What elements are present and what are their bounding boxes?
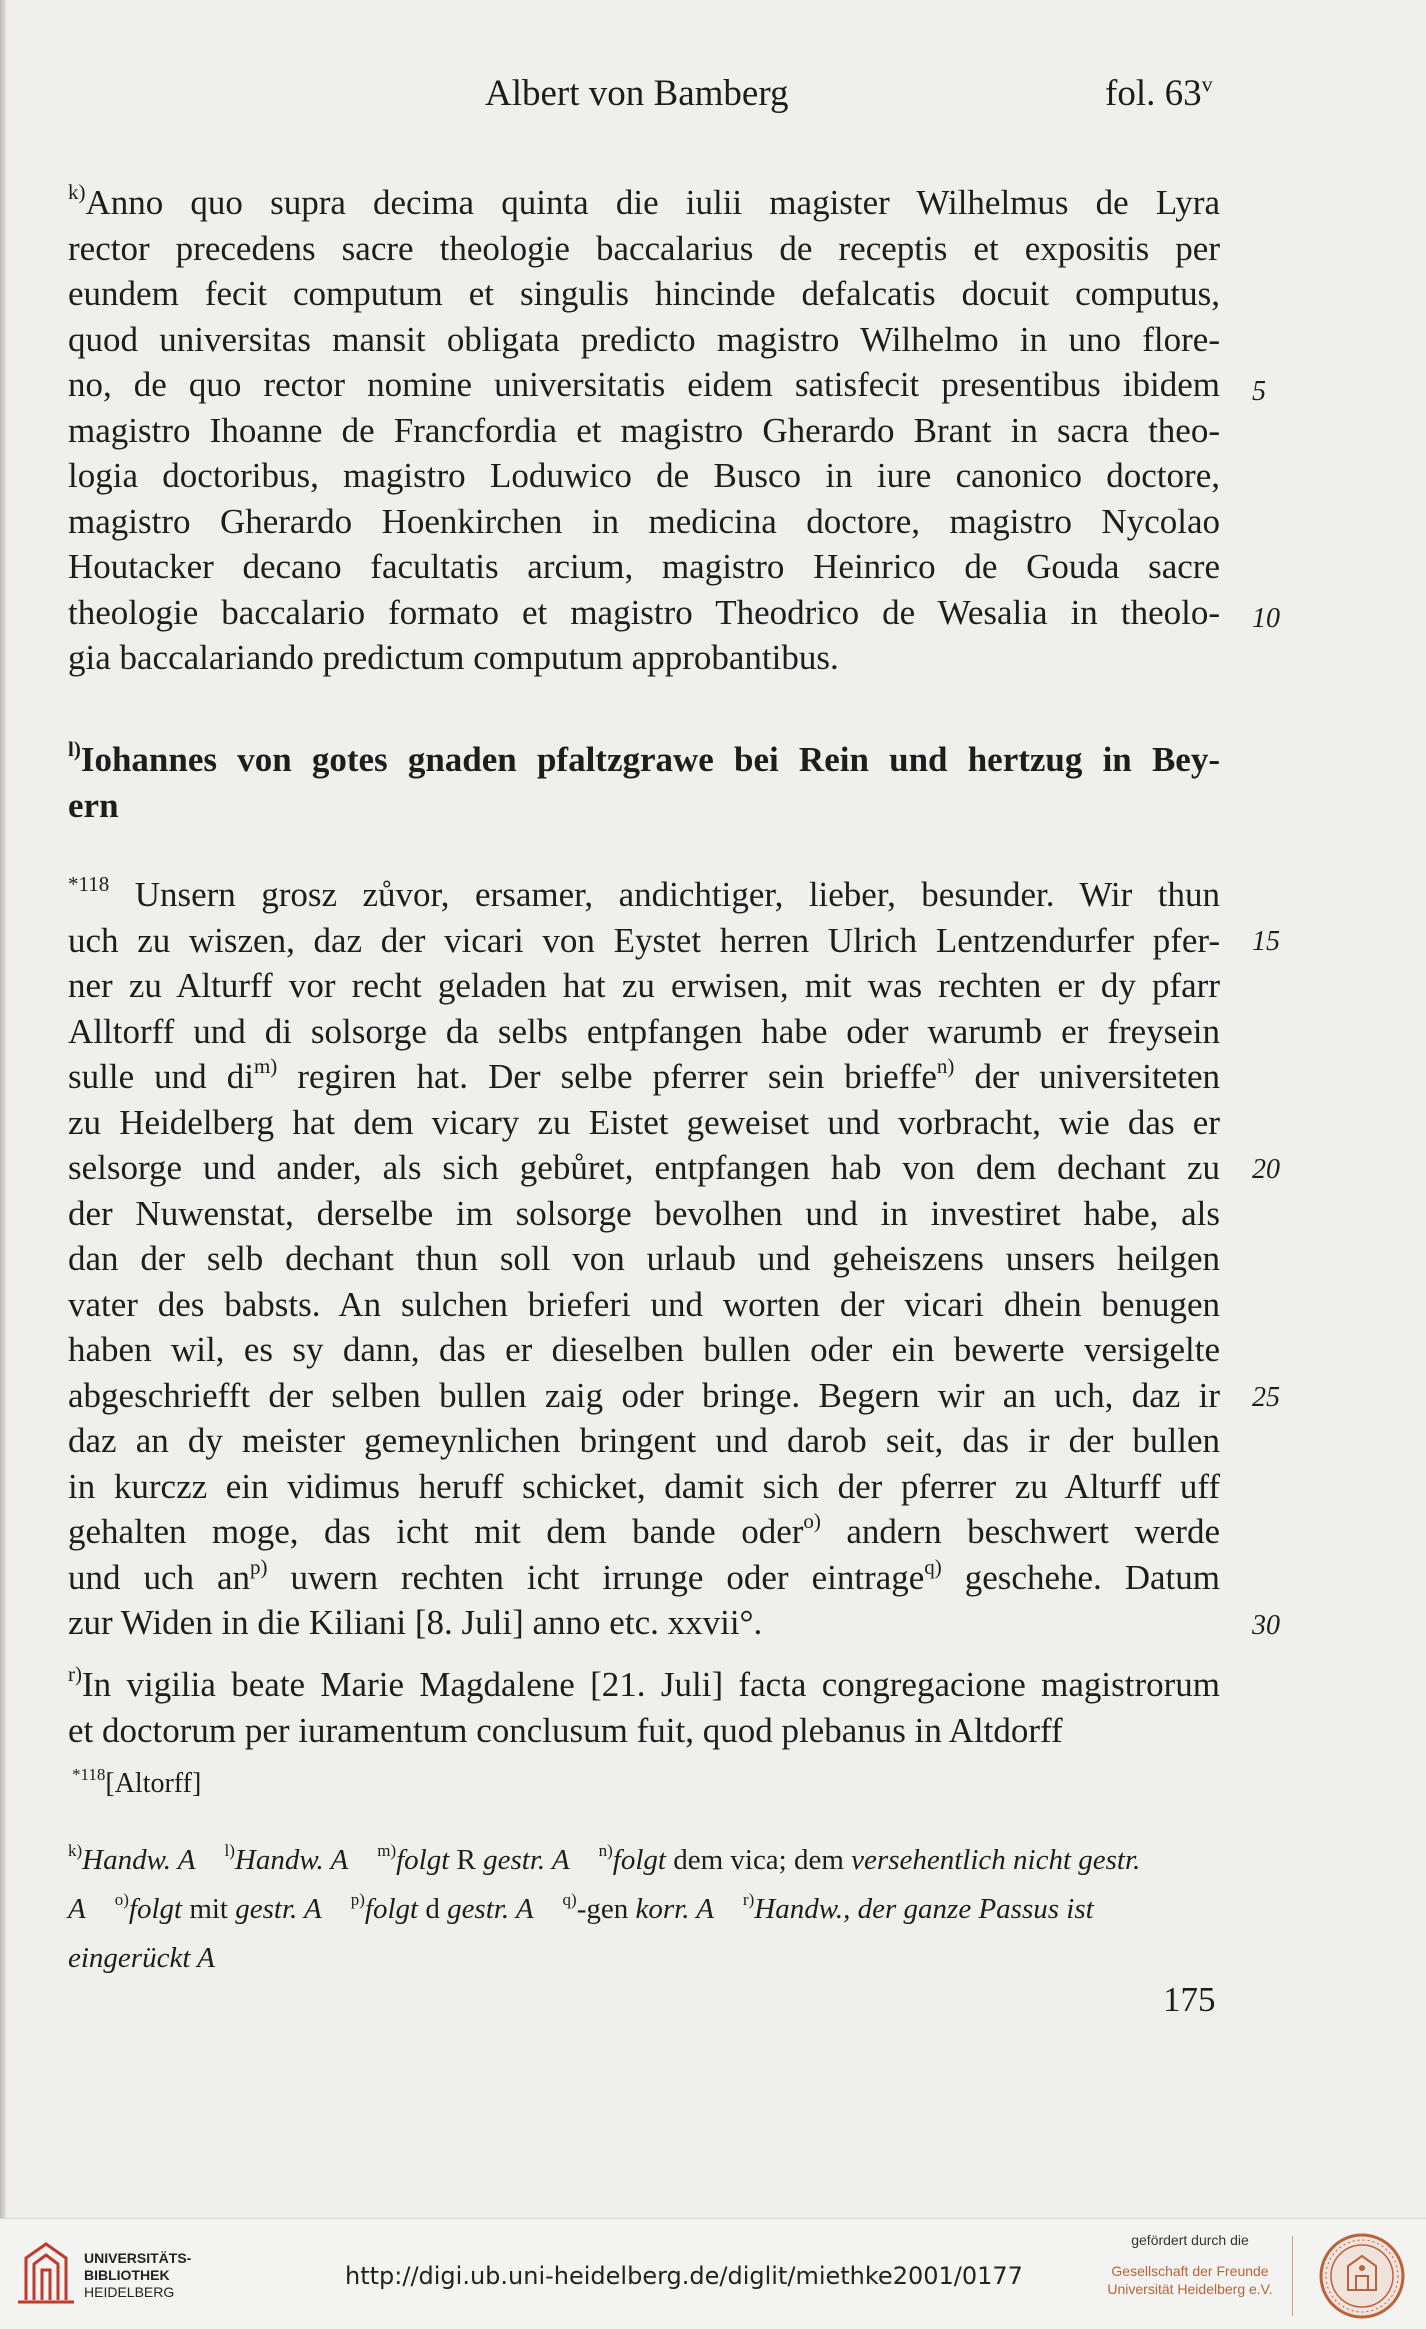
sponsor-block (1090, 2232, 1290, 2298)
text-line: daz an dy meister gemeynlichen bringent und darob seit, das ir der bullen (68, 1421, 1220, 1460)
ref-mark-118: *118 (72, 1764, 106, 1784)
footnote-mark-m: m) (253, 1054, 278, 1079)
text-line: sulle und $di^{m)}$ regiren hat. Der selbe pferrer sein brieffe$^{n)}$ der universiteten (68, 1054, 1220, 1096)
page-break-note: $^{*118}$[Altorff] (72, 1764, 202, 1799)
line-number: 30 (1252, 1610, 1280, 1641)
text-line: haben wil, es sy dann, das er dieselben bullen oder ein bewerte versigelte (68, 1330, 1220, 1369)
folio-verso: v (1201, 71, 1213, 97)
text-line: magistro Gherardo Hoenkirchen in medicina doctore, magistro Nycolao (68, 501, 1220, 541)
letter-heading (68, 737, 1220, 828)
folio-label: fol. 63 (1105, 73, 1202, 114)
text-line: und uch $an^{p)}$ uwern rechten icht irrunge oder eintrage$^{q)}$ geschehe. Datum (68, 1554, 1220, 1597)
library-name: UNIVERSITÄTS- BIBLIOTHEK HEIDELBERG (84, 2250, 192, 2300)
sponsor-name-line1: Gesellschaft der Freunde (1111, 2263, 1269, 2279)
text-line: ner zu Alturff vor recht geladen hat zu erwisen, mit was rechten er dy pfarr (68, 966, 1220, 1005)
running-head (0, 72, 1426, 122)
text-line: $^{r)}$In vigilia beate Marie Magdalene [21. Juli] facta congregacione magistrorum (68, 1662, 1220, 1704)
text-line: eundem fecit computum et singulis hincinde defalcatis docuit computus, (68, 274, 1220, 313)
line-number: 5 (1252, 376, 1266, 407)
university-seal-icon (1318, 2232, 1406, 2320)
permalink[interactable]: http://digi.ub.uni-heidelberg.de/diglit/miethke2001/0177 (345, 2262, 1023, 2290)
ref-mark-118: *118 (68, 872, 110, 897)
text-line: logia doctoribus, magistro Loduwico de Busco in iure canonico doctore, (68, 456, 1220, 495)
text-line: rector precedens sacre theologie baccalarius de receptis et expositis per (68, 228, 1220, 268)
text-line: vater des babsts. An sulchen brieferi und worten der vicari dhein benugen (68, 1284, 1220, 1324)
text-line: et doctorum per iuramentum conclusum fuit, quod plebanus in Altdorff (68, 1710, 1063, 1750)
heading-line: $^{l)}$Iohannes von gotes gnaden pfaltzgrawe bei Rein und hertzug in Bey- (68, 737, 1220, 779)
apparatus-line: $^{k)}$Handw. A $^{l)}$Handw. A $^{m)}$folgt R gestr. A $^{n)}$folgt dem vica; dem versehentlich nicht gestr. (68, 1841, 1141, 1876)
text-line: uch zu wiszen, daz der vicari von Eystet herren Ulrich Lentzendurfer pfer- (68, 920, 1220, 960)
text-line: theologie baccalario formato et magistro Theodrico de Wesalia in theolo- (68, 592, 1220, 632)
text-line: magistro Ihoanne de Francfordia et magistro Gherardo Brant in sacra theo- (68, 410, 1220, 450)
paragraph-k (68, 180, 1220, 681)
folio (1105, 72, 1213, 115)
footnote-mark-n: n) (936, 1054, 955, 1079)
sponsor-intro: gefördert durch die (1131, 2232, 1249, 2248)
apparatus-line: eingerückt A (68, 1942, 215, 1974)
line-number: 10 (1252, 603, 1280, 634)
text-line: Houtacker decano facultatis arcium, magistro Heinrico de Gouda sacre (68, 547, 1220, 586)
running-head-title: Albert von Bamberg (485, 73, 789, 114)
footnote-mark-q: q) (924, 1554, 942, 1579)
line-number: 25 (1252, 1382, 1280, 1413)
text-line: gia baccalariando predictum computum approbantibus. (68, 638, 839, 677)
paragraph-r (68, 1662, 1220, 1753)
page-number: 175 (1163, 1980, 1216, 2019)
critical-apparatus (68, 1836, 1220, 1983)
text-line: selsorge und ander, als sich gebůret, entpfangen hab von dem dechant zu (68, 1148, 1220, 1187)
line-number: 15 (1252, 926, 1280, 957)
heading-line: ern (68, 785, 119, 825)
text-line: gehalten moge, das icht mit dem bande oder$^{o)}$ andern beschwert werde (68, 1509, 1220, 1551)
text-line: $^{*118}$ Unsern grosz zůvor, ersamer, andichtiger, lieber, besunder. Wir thun (68, 872, 1220, 914)
page-edge (0, 0, 6, 2218)
text-line: zu Heidelberg hat dem vicary zu Eistet geweiset und vorbracht, wie das er (68, 1102, 1220, 1142)
text-line: Alltorff und di solsorge da selbs entpfangen habe oder warumb er freysein (68, 1011, 1220, 1051)
text-line: abgeschriefft der selben bullen zaig oder bringe. Begern wir an uch, daz ir (68, 1375, 1220, 1415)
footnote-mark-l: l) (68, 737, 81, 762)
text-line: $^{k)}$Anno quo supra decima quinta die iulii magister Wilhelmus de Lyra (68, 180, 1220, 222)
divider (1292, 2236, 1293, 2316)
library-logo-icon[interactable] (14, 2238, 78, 2308)
apparatus-line: A $^{o)}$folgt mit gestr. A $^{p)}$folgt d gestr. A $^{q)}$-gen korr. A $^{r)}$Handw., der ganze Passus ist (68, 1890, 1094, 1925)
line-number: 20 (1252, 1154, 1280, 1185)
text-line: der Nuwenstat, derselbe im solsorge bevolhen und in investiret habe, als (68, 1193, 1220, 1233)
text-line: quod universitas mansit obligata predicto magistro Wilhelmo in uno flore- (68, 319, 1220, 359)
text-line: zur Widen in die Kiliani [8. Juli] anno etc. xxvii°. (68, 1603, 763, 1642)
footnote-mark-k: k) (68, 180, 86, 205)
footnote-mark-p: p) (250, 1554, 268, 1579)
letter-body (68, 872, 1220, 1646)
sponsor-name-line2: Universität Heidelberg e.V. (1107, 2281, 1273, 2297)
text-line: no, de quo rector nomine universitatis eidem satisfecit presentibus ibidem (68, 365, 1220, 404)
footnote-mark-o: o) (803, 1509, 821, 1534)
footnote-mark-r: r) (68, 1662, 82, 1687)
text-line: in kurczz ein vidimus heruff schicket, damit sich der pferrer zu Alturff uff (68, 1466, 1220, 1506)
text-line: dan der selb dechant thun soll von urlaub und geheiszens unsers heilgen (68, 1239, 1220, 1278)
